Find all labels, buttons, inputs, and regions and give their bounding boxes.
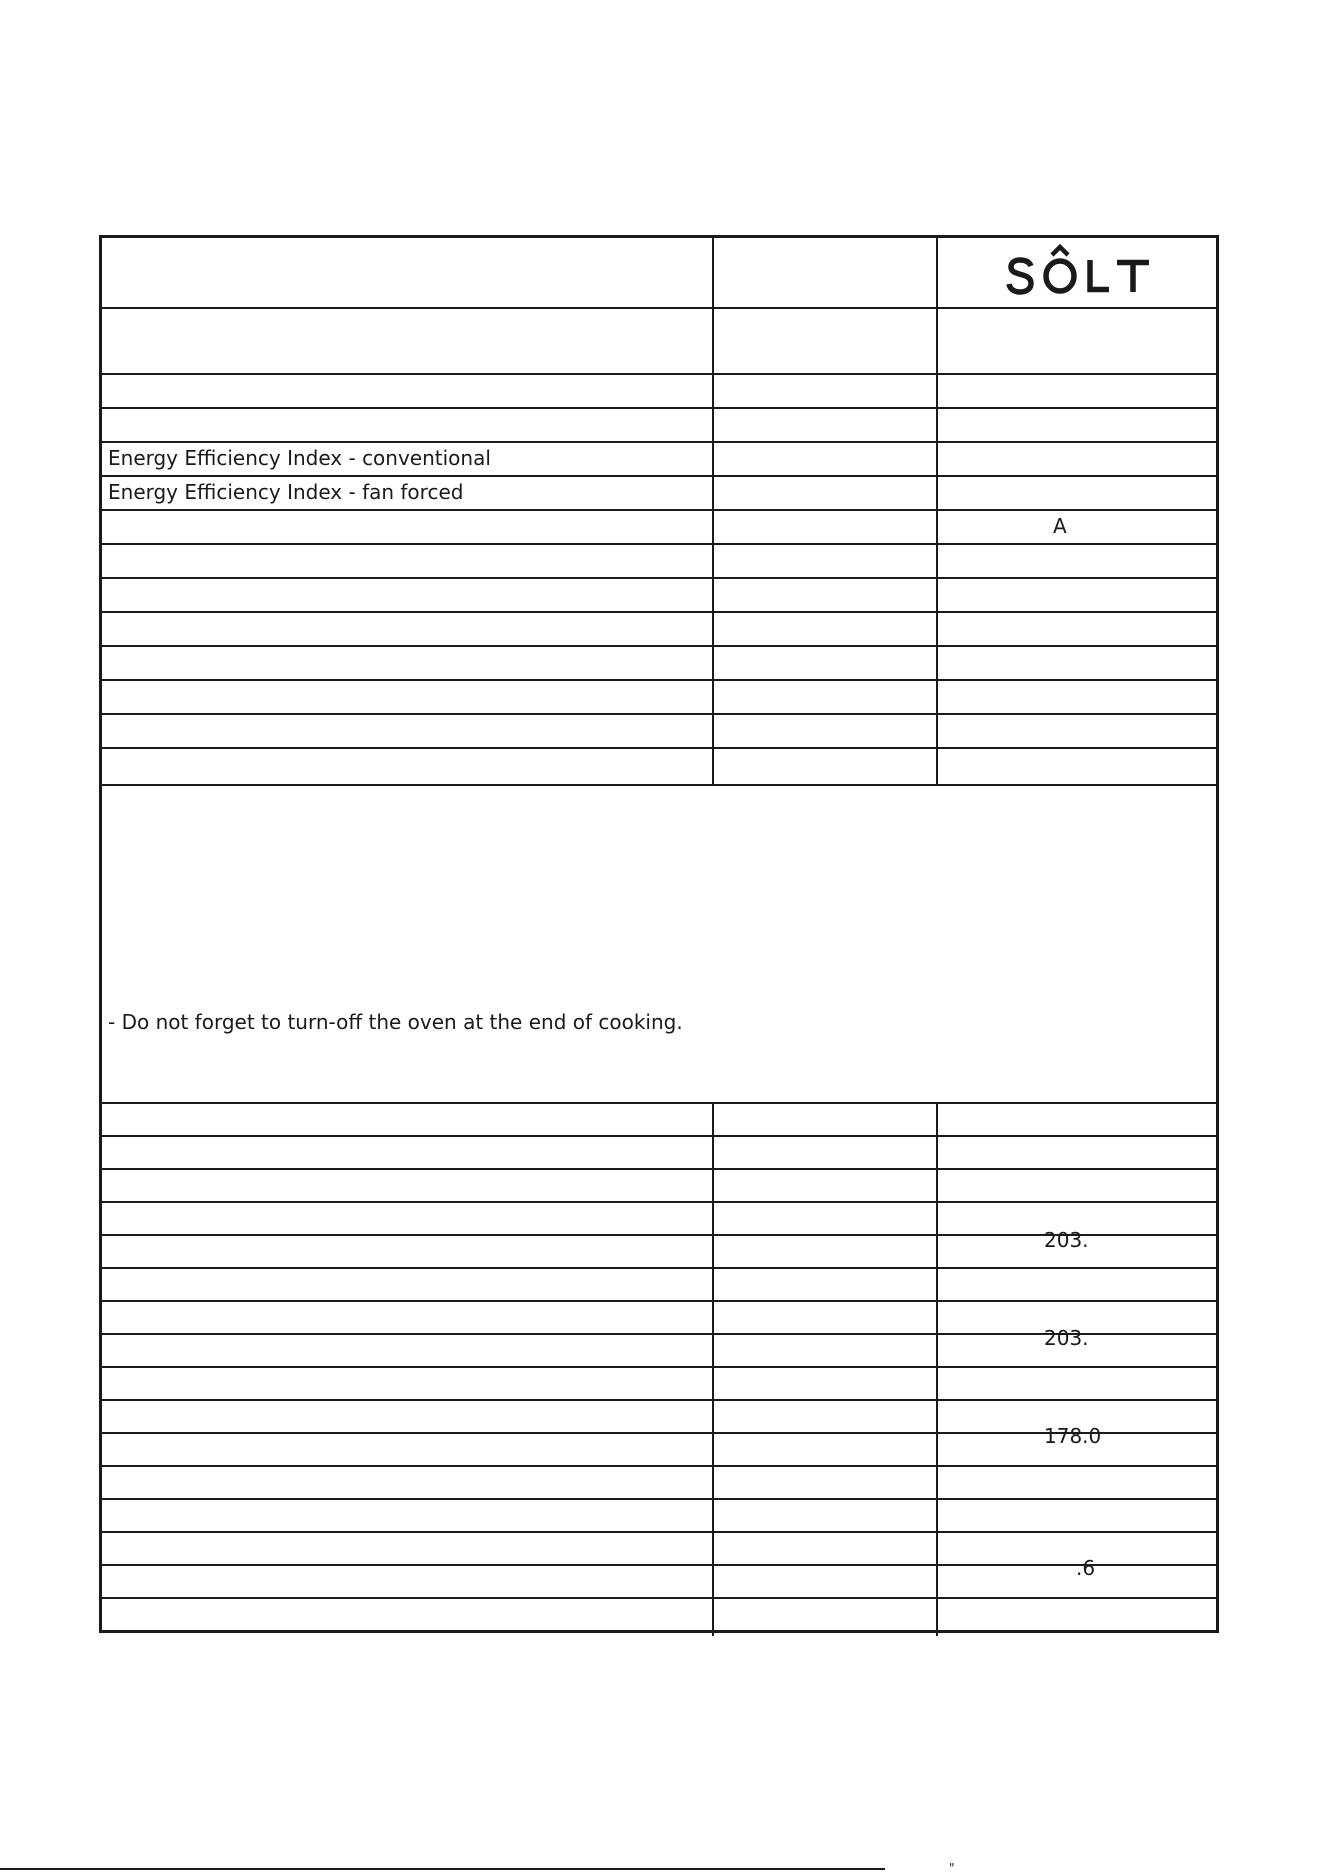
footer-mark: " [949,1861,955,1875]
row-line [102,1168,1216,1170]
row-line [102,307,1216,309]
row-line [102,1135,1216,1137]
row-line [102,407,1216,409]
row-line [102,1564,1216,1566]
row-line [102,679,1216,681]
row-line [102,373,1216,375]
row-line [102,441,1216,443]
value-cell: 203. [1044,1228,1089,1252]
value-cell: 203. [1044,1326,1089,1350]
energy-class-value: A [1053,514,1067,538]
column-divider-2-lower [936,1104,938,1636]
row-line [102,611,1216,613]
row-line [102,1498,1216,1500]
value-cell: .6 [1076,1556,1096,1580]
row-label-energy-fan: Energy Efficiency Index - fan forced [108,480,464,504]
row-line [102,645,1216,647]
row-line [102,1531,1216,1533]
solt-logo [1003,244,1153,304]
row-line [102,577,1216,579]
row-line [102,1102,1216,1104]
row-line [102,475,1216,477]
row-line [102,1465,1216,1467]
column-divider-2-upper [936,238,938,786]
row-line [102,1267,1216,1269]
row-line [102,784,1216,786]
row-line [102,1300,1216,1302]
row-line [102,543,1216,545]
value-cell: 178.0 [1044,1424,1102,1448]
column-divider-1-lower [712,1104,714,1636]
row-line [102,1399,1216,1401]
row-line [102,713,1216,715]
column-divider-1-upper [712,238,714,786]
row-line [102,1366,1216,1368]
footer-rule [0,1868,885,1870]
row-line [102,1201,1216,1203]
row-line [102,747,1216,749]
row-label-energy-conventional: Energy Efficiency Index - conventional [108,446,491,470]
row-line [102,1597,1216,1599]
energy-saving-tip: - Do not forget to turn-off the oven at the end of cooking. [108,1010,683,1034]
row-line [102,509,1216,511]
